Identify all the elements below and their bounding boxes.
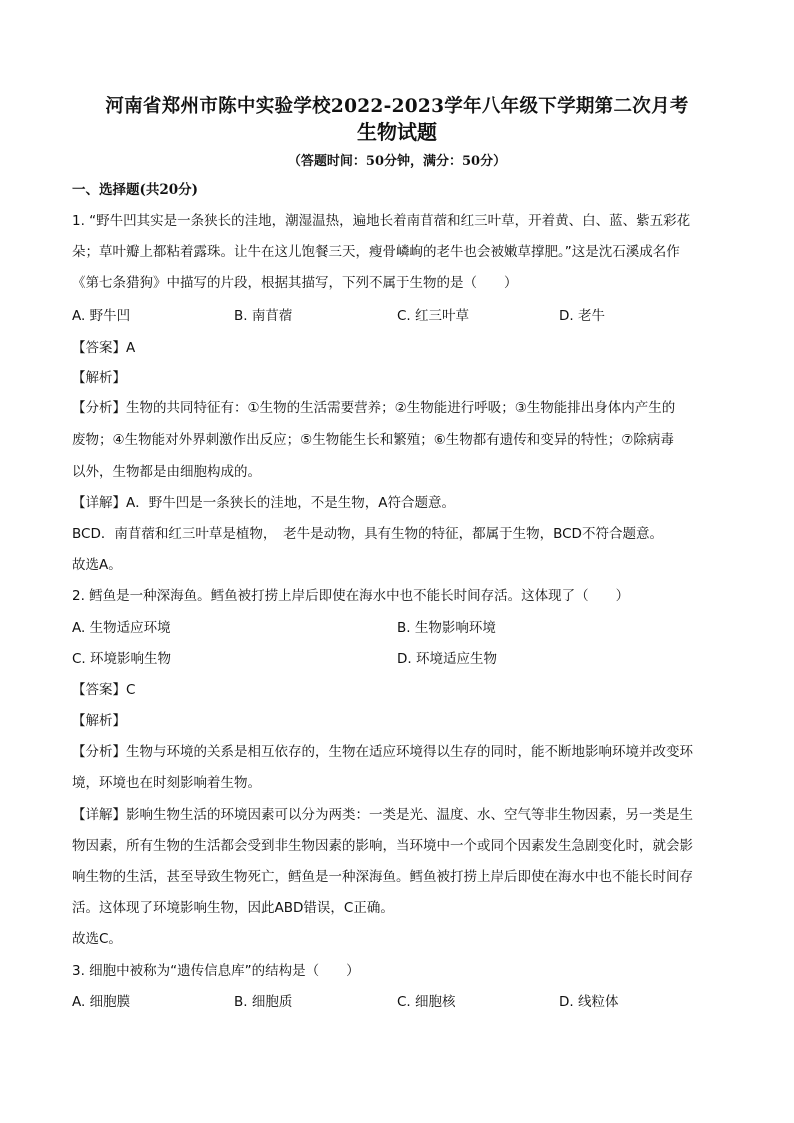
- q2-answer: [72, 680, 732, 700]
- q1-stem-line3: 《第七条猎狗》中描写的片段，根据其描写，下列不属于生物的是（ ）: [72, 275, 518, 291]
- q2-fenxi-line1: [72, 742, 732, 762]
- q1-option-b: B. 南苜蓿: [234, 308, 293, 324]
- q3-options: [72, 992, 732, 1012]
- q2-option-a: A. 生物适应环境: [72, 620, 171, 636]
- q2-option-b: B. 生物影响环境: [397, 620, 496, 636]
- q1-stem-line1: 1. “野牛凹其实是一条狭长的洼地，潮湿温热，遍地长着南苜蓿和红三叶草，开着黄、白、蓝、紫五彩花: [72, 213, 691, 229]
- q1-option-c: C. 红三叶草: [397, 308, 470, 324]
- q2-xiangjie-line1: [72, 805, 732, 825]
- q1-conclusion: 故选A。: [72, 557, 122, 573]
- q2-stem: 2. 鳕鱼是一种深海鱼。鳕鱼被打捞上岸后即使在海水中也不能长时间存活。这体现了（ ）: [72, 588, 630, 604]
- q2-options-row2: [72, 649, 732, 669]
- q1-xiangjie-line1: [72, 493, 732, 513]
- q2-conclusion: 故选C。: [72, 931, 122, 947]
- q2-xiangjie-line4: 活。这体现了环境影响生物，因此ABD错误，C正确。: [72, 900, 394, 916]
- q1-option-d: D. 老牛: [559, 308, 605, 324]
- q1-xiangjie-text1: A．野牛凹是一条狭长的洼地，不是生物，A符合题意。: [126, 495, 455, 511]
- q1-answer: [72, 338, 732, 358]
- q3-option-d: D. 线粒体: [559, 994, 619, 1010]
- q2-fenxi-line2: 境，环境也在时刻影响着生物。: [72, 775, 261, 791]
- q2-xiangjie-tag: 【详解】: [72, 807, 126, 823]
- q2-fenxi-tag: 【分析】: [72, 744, 126, 760]
- exam-time-score: （答题时间：50分钟，满分：50分）: [287, 154, 507, 169]
- q2-fenxi-text1: 生物与环境的关系是相互依存的，生物在适应环境得以生存的同时，能不断地影响环境并改变环: [126, 744, 693, 760]
- q2-options-row1: [72, 618, 732, 638]
- q2-xiangjie-text1: 影响生物生活的环境因素可以分为两类：一类是光、温度、水、空气等非生物因素，另一类是生: [126, 807, 693, 823]
- q1-fenxi-tag: 【分析】: [72, 400, 126, 416]
- q2-option-c: C. 环境影响生物: [72, 651, 172, 667]
- q1-xiangjie-line2: BCD．南苜蓿和红三叶草是植物， 老牛是动物，具有生物的特征，都属于生物，BCD不符合题意。: [72, 526, 663, 542]
- q2-analysis-tag: 【解析】: [72, 713, 126, 729]
- q2-xiangjie-line2: 物因素，所有生物的生活都会受到非生物因素的影响，当环境中一个或同个因素发生急剧变化时，就会影: [72, 838, 693, 854]
- q1-fenxi-line1: [72, 398, 732, 418]
- q1-option-a: A. 野牛凹: [72, 308, 131, 324]
- q2-answer-value: C: [126, 682, 136, 698]
- q1-fenxi-line2: 废物；④生物能对外界刺激作出反应；⑤生物能生长和繁殖；⑥生物都有遗传和变异的特性；⑦除病毒: [72, 432, 674, 448]
- q1-fenxi-text1: 生物的共同特征有：①生物的生活需要营养；②生物能进行呼吸；③生物能排出身体内产生的: [126, 400, 676, 416]
- exam-title: 河南省郑州市陈中实验学校2022-2023学年八年级下学期第二次月考: [105, 96, 689, 117]
- q1-stem-line2: 朵；草叶瓣上都粘着露珠。让牛在这儿饱餐三天，瘦骨嶙峋的老牛也会被嫩草撑肥。”这是沈石溪成名作: [72, 244, 680, 260]
- q2-option-d: D. 环境适应生物: [397, 651, 497, 667]
- q3-option-a: A. 细胞膜: [72, 994, 131, 1010]
- q2-answer-tag: 【答案】: [72, 682, 126, 698]
- q3-stem: 3. 细胞中被称为“遗传信息库”的结构是（ ）: [72, 963, 360, 979]
- q3-option-c: C. 细胞核: [397, 994, 456, 1010]
- q1-xiangjie-tag: 【详解】: [72, 495, 126, 511]
- section-heading: 一、选择题(共20分): [72, 182, 199, 198]
- q1-answer-tag: 【答案】: [72, 340, 126, 356]
- q1-analysis-tag: 【解析】: [72, 370, 126, 386]
- q1-answer-value: A: [126, 340, 136, 356]
- q1-options: [72, 306, 732, 326]
- exam-subject-title: 生物试题: [357, 120, 437, 144]
- q1-fenxi-line3: 以外，生物都是由细胞构成的。: [72, 464, 261, 480]
- q2-xiangjie-line3: 响生物的生活，甚至导致生物死亡，鳕鱼是一种深海鱼。鳕鱼被打捞上岸后即使在海水中也不能长时间存: [72, 869, 693, 885]
- q3-option-b: B. 细胞质: [234, 994, 293, 1010]
